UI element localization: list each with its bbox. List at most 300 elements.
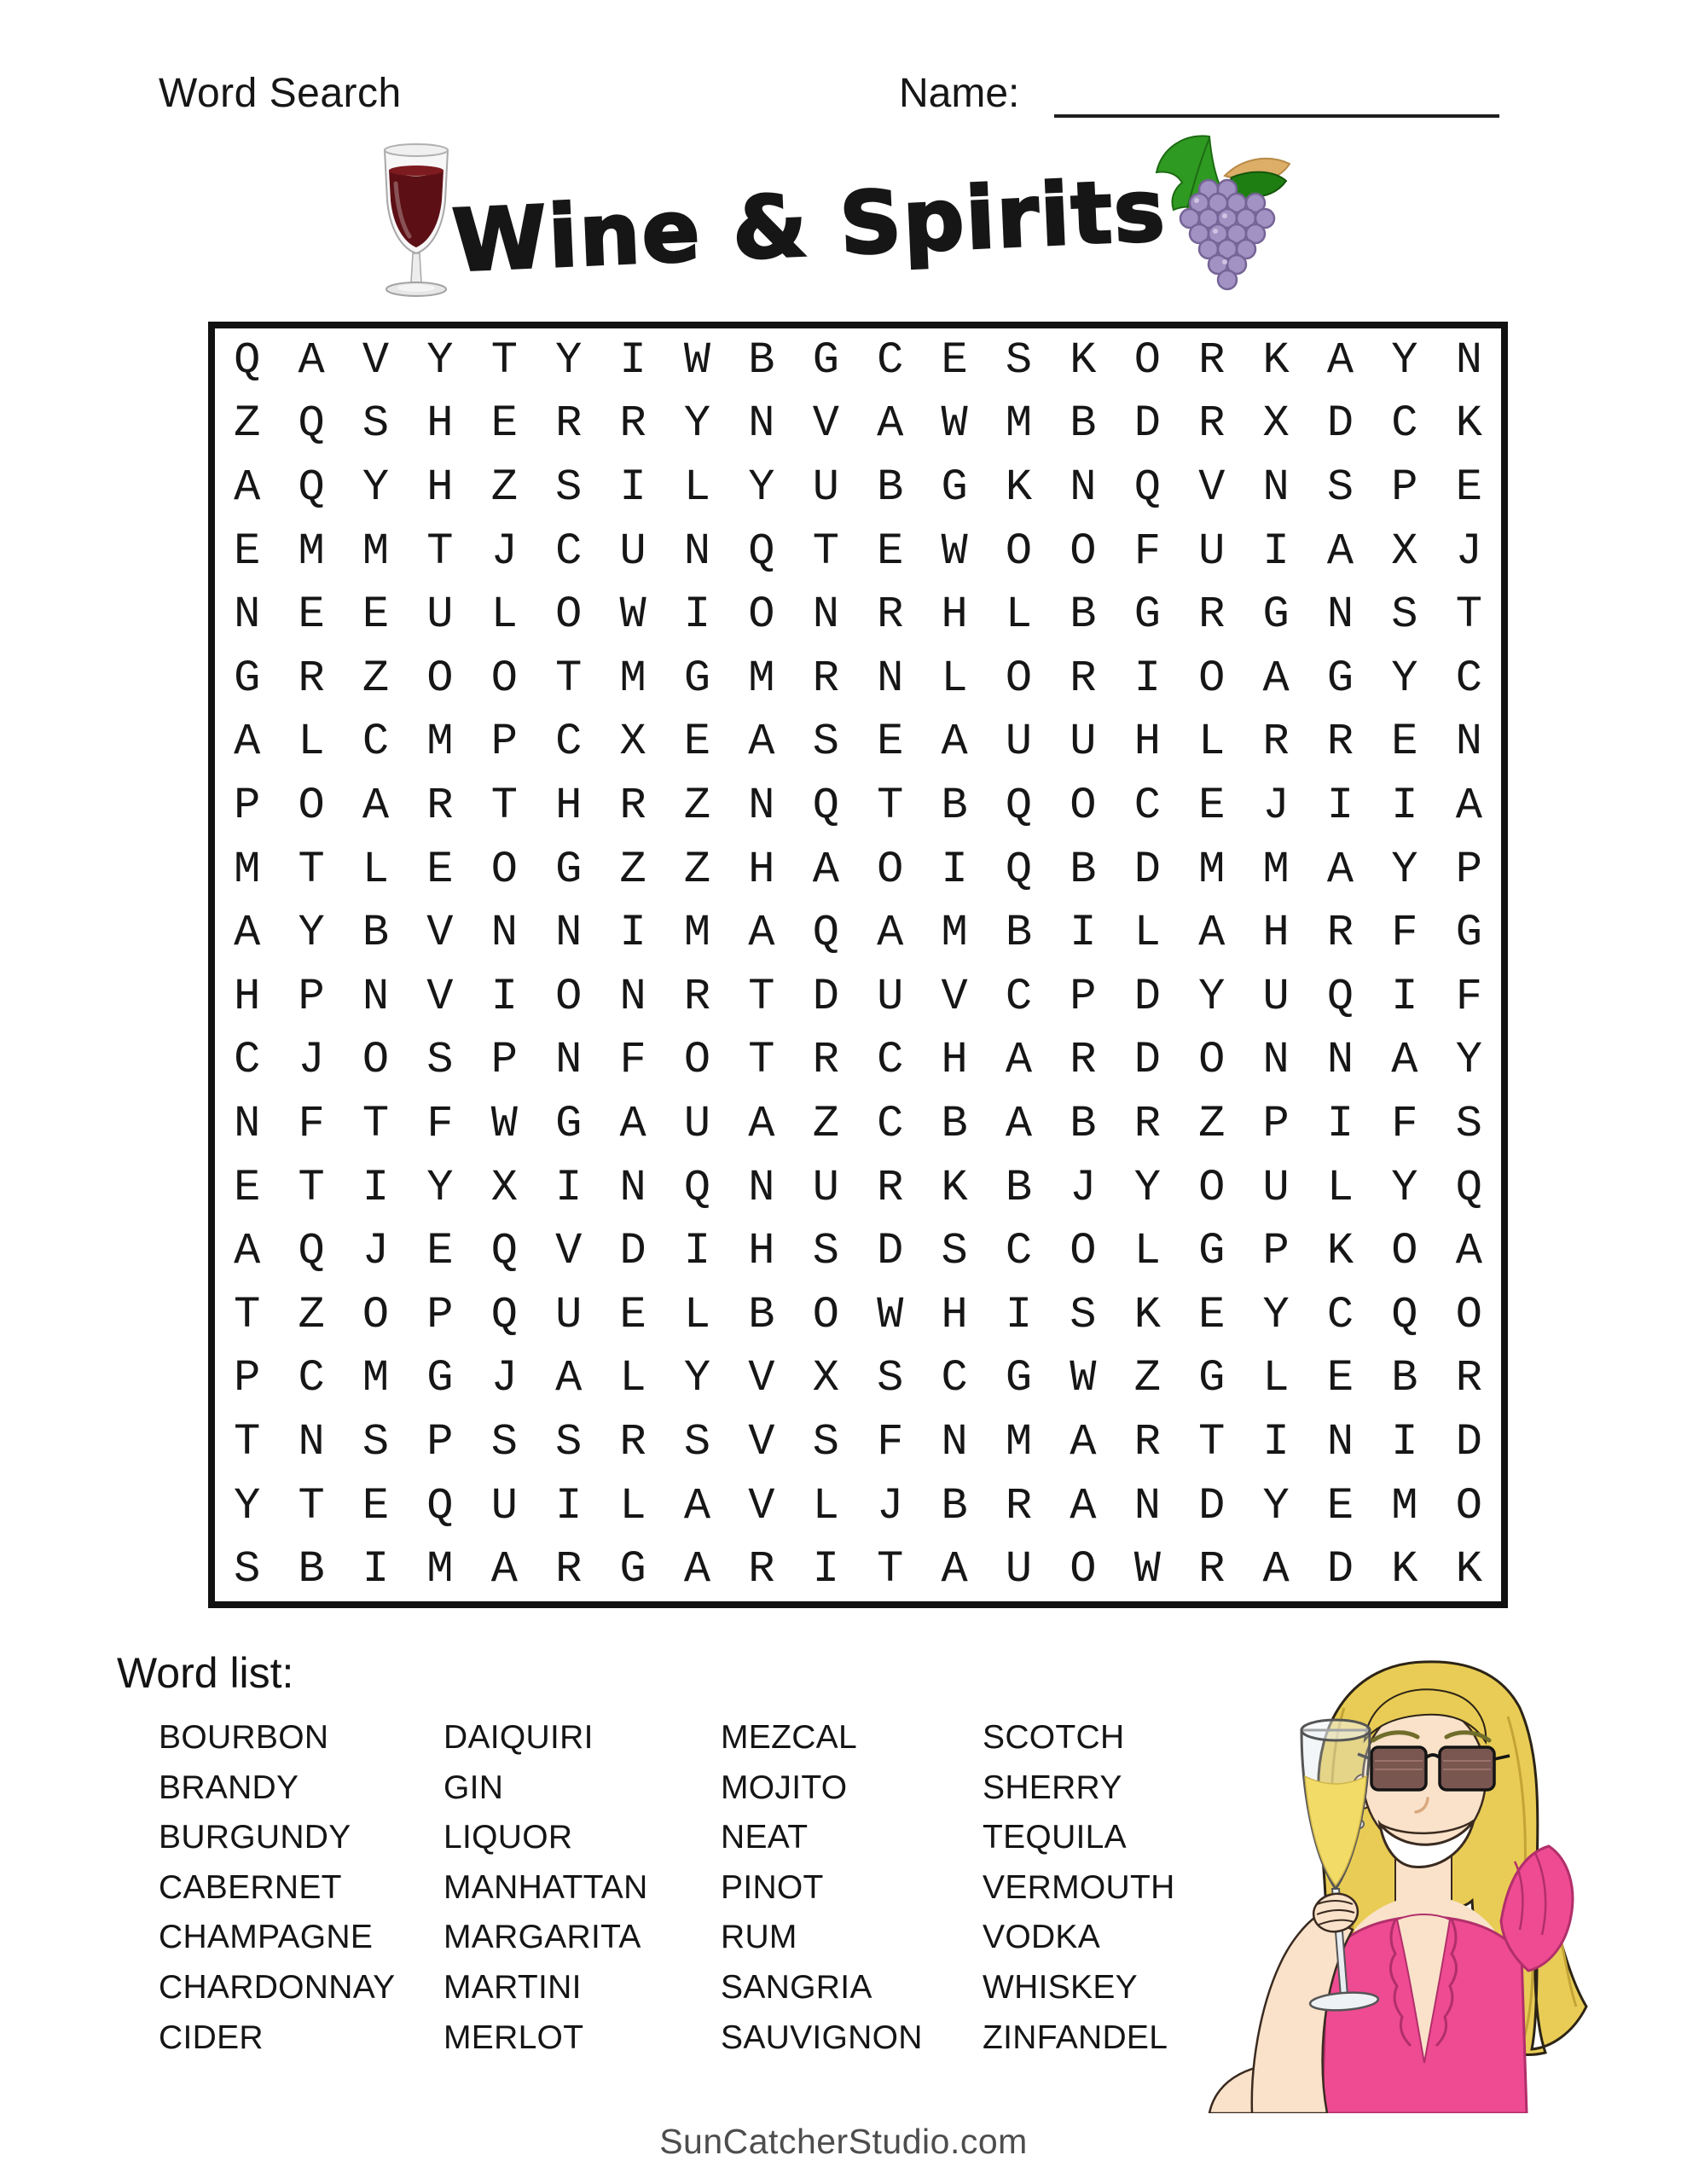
grid-letter: R: [619, 398, 646, 450]
grid-letter: S: [426, 1035, 454, 1086]
grid-letter: T: [555, 653, 583, 704]
grapes-icon: [1150, 130, 1299, 300]
grid-letter: E: [1198, 1289, 1226, 1340]
grid-letter: O: [1455, 1480, 1482, 1531]
word-list-item: CABERNET: [159, 1868, 342, 1906]
grid-letter: E: [234, 1162, 261, 1213]
grid-letter: A: [1262, 1544, 1290, 1595]
grid-letter: I: [362, 1544, 390, 1595]
grid-letter: Q: [1391, 1289, 1418, 1340]
grid-letter: M: [298, 526, 325, 577]
word-list-item: BOURBON: [159, 1719, 329, 1756]
grid-letter: Q: [426, 1480, 454, 1531]
grid-letter: R: [1133, 1098, 1161, 1149]
grid-letter: N: [1326, 1035, 1354, 1086]
grid-letter: T: [877, 780, 904, 831]
word-list-item: VODKA: [983, 1919, 1101, 1956]
grid-letter: Q: [683, 1162, 711, 1213]
grid-letter: A: [1005, 1098, 1033, 1149]
grid-letter: G: [555, 1098, 583, 1149]
grid-letter: A: [619, 1098, 646, 1149]
grid-letter: A: [941, 1544, 968, 1595]
grid-letter: Y: [426, 334, 454, 386]
grid-letter: C: [555, 717, 583, 768]
grid-letter: M: [748, 653, 775, 704]
word-list-item: SANGRIA: [721, 1968, 872, 2006]
grid-letter: Y: [1262, 1289, 1290, 1340]
grid-letter: J: [298, 1035, 325, 1086]
grid-letter: Y: [1262, 1480, 1290, 1531]
word-list-item: BRANDY: [159, 1769, 299, 1806]
grid-letter: T: [298, 1162, 325, 1213]
grid-letter: O: [1005, 526, 1033, 577]
grid-letter: W: [490, 1098, 518, 1149]
grid-letter: U: [1198, 526, 1226, 577]
grid-letter: Q: [812, 780, 839, 831]
grid-letter: R: [1005, 1480, 1033, 1531]
grid-letter: O: [1198, 1035, 1226, 1086]
word-search-grid: [208, 322, 1508, 1608]
grid-letter: S: [362, 398, 390, 450]
grid-letter: G: [555, 844, 583, 895]
grid-letter: H: [426, 462, 454, 513]
grid-letter: S: [1326, 462, 1354, 513]
grid-letter: S: [1070, 1289, 1097, 1340]
grid-letter: L: [619, 1480, 646, 1531]
grid-letter: G: [683, 653, 711, 704]
grid-letter: Z: [362, 653, 390, 704]
grid-letter: V: [426, 971, 454, 1022]
grid-letter: N: [1262, 462, 1290, 513]
grid-letter: T: [298, 844, 325, 895]
grid-letter: W: [941, 398, 968, 450]
grid-letter: I: [619, 908, 646, 959]
grid-letter: T: [234, 1416, 261, 1467]
grid-letter: M: [1391, 1480, 1418, 1531]
grid-letter: C: [1133, 780, 1161, 831]
grid-letter: Y: [683, 1353, 711, 1404]
grid-letter: O: [1198, 1162, 1226, 1213]
grid-letter: V: [748, 1480, 775, 1531]
grid-letter: B: [1070, 398, 1097, 450]
grid-letter: Z: [490, 462, 518, 513]
grid-letter: C: [1005, 971, 1033, 1022]
word-list-item: ZINFANDEL: [983, 2018, 1168, 2056]
grid-letter: R: [1070, 1035, 1097, 1086]
grid-letter: A: [234, 462, 261, 513]
grid-letter: R: [812, 653, 839, 704]
grid-letter: K: [1133, 1289, 1161, 1340]
grid-letter: A: [1326, 526, 1354, 577]
grid-letter: T: [1198, 1416, 1226, 1467]
grid-letter: S: [1455, 1098, 1482, 1149]
grid-letter: T: [1455, 590, 1482, 641]
grid-letter: A: [748, 717, 775, 768]
grid-letter: G: [1005, 1353, 1033, 1404]
grid-letter: N: [555, 1035, 583, 1086]
grid-letter: T: [426, 526, 454, 577]
grid-letter: R: [1198, 334, 1226, 386]
grid-letter: S: [1391, 590, 1418, 641]
grid-letter: L: [298, 717, 325, 768]
grid-letter: I: [555, 1162, 583, 1213]
grid-letter: L: [1133, 908, 1161, 959]
grid-letter: A: [1070, 1480, 1097, 1531]
grid-letter: Z: [234, 398, 261, 450]
grid-letter: Y: [298, 908, 325, 959]
grid-letter: A: [490, 1544, 518, 1595]
grid-letter: F: [1391, 1098, 1418, 1149]
grid-letter: N: [1326, 1416, 1354, 1467]
grid-letter: P: [234, 780, 261, 831]
grid-letter: G: [1133, 590, 1161, 641]
grid-letter: N: [1455, 334, 1482, 386]
grid-letter: D: [1133, 1035, 1161, 1086]
grid-letter: L: [490, 590, 518, 641]
grid-letter: L: [683, 462, 711, 513]
grid-letter: A: [1455, 1226, 1482, 1277]
word-list-item: SHERRY: [983, 1769, 1122, 1806]
grid-letter: L: [1262, 1353, 1290, 1404]
grid-letter: O: [1133, 334, 1161, 386]
grid-letter: W: [619, 590, 646, 641]
grid-letter: Y: [1391, 334, 1418, 386]
grid-letter: M: [362, 526, 390, 577]
grid-letter: E: [426, 844, 454, 895]
grid-letter: B: [362, 908, 390, 959]
grid-letter: T: [812, 526, 839, 577]
grid-letter: E: [1326, 1480, 1354, 1531]
grid-letter: M: [1262, 844, 1290, 895]
grid-letter: N: [1133, 1480, 1161, 1531]
word-list-heading: Word list:: [117, 1649, 294, 1697]
grid-letter: I: [555, 1480, 583, 1531]
grid-letter: C: [362, 717, 390, 768]
grid-letter: A: [1455, 780, 1482, 831]
grid-letter: X: [812, 1353, 839, 1404]
grid-letter: S: [812, 717, 839, 768]
grid-letter: D: [1198, 1480, 1226, 1531]
grid-letter: U: [1262, 971, 1290, 1022]
grid-letter: O: [877, 844, 904, 895]
grid-letter: P: [1262, 1098, 1290, 1149]
grid-letter: L: [362, 844, 390, 895]
grid-letter: B: [941, 1098, 968, 1149]
grid-letter: A: [1005, 1035, 1033, 1086]
grid-letter: Z: [812, 1098, 839, 1149]
grid-letter: K: [941, 1162, 968, 1213]
grid-letter: C: [877, 1035, 904, 1086]
grid-letter: Q: [812, 908, 839, 959]
word-list-item: MERLOT: [443, 2018, 584, 2056]
grid-letter: I: [1326, 780, 1354, 831]
grid-letter: B: [941, 780, 968, 831]
grid-letter: H: [748, 1226, 775, 1277]
grid-letter: I: [1070, 908, 1097, 959]
grid-letter: M: [941, 908, 968, 959]
grid-letter: G: [1262, 590, 1290, 641]
grid-letter: D: [1326, 1544, 1354, 1595]
grid-letter: C: [234, 1035, 261, 1086]
grid-letter: V: [748, 1353, 775, 1404]
grid-letter: H: [748, 844, 775, 895]
grid-letter: S: [812, 1416, 839, 1467]
grid-letter: K: [1455, 1544, 1482, 1595]
grid-letter: T: [234, 1289, 261, 1340]
grid-letter: Q: [748, 526, 775, 577]
grid-letter: H: [1133, 717, 1161, 768]
word-list-item: MOJITO: [721, 1769, 848, 1806]
grid-letter: C: [877, 334, 904, 386]
grid-letter: T: [298, 1480, 325, 1531]
grid-letter: N: [748, 780, 775, 831]
grid-letter: C: [1326, 1289, 1354, 1340]
word-list-item: MEZCAL: [721, 1719, 857, 1756]
grid-letter: C: [877, 1098, 904, 1149]
grid-letter: A: [812, 844, 839, 895]
grid-letter: B: [1005, 1162, 1033, 1213]
grid-letter: P: [1391, 462, 1418, 513]
grid-letter: A: [1262, 653, 1290, 704]
word-list-item: RUM: [721, 1919, 797, 1956]
grid-letter: R: [877, 1162, 904, 1213]
grid-letter: Q: [298, 1226, 325, 1277]
grid-letter: I: [1262, 526, 1290, 577]
grid-letter: N: [683, 526, 711, 577]
grid-letter: S: [941, 1226, 968, 1277]
grid-letter: J: [1455, 526, 1482, 577]
grid-letter: Q: [298, 398, 325, 450]
word-list-item: LIQUOR: [443, 1819, 573, 1856]
grid-letter: I: [1262, 1416, 1290, 1467]
grid-letter: V: [1198, 462, 1226, 513]
grid-letter: I: [1326, 1098, 1354, 1149]
grid-letter: X: [619, 717, 646, 768]
word-list-item: CHAMPAGNE: [159, 1919, 374, 1956]
grid-letter: Q: [1326, 971, 1354, 1022]
grid-letter: V: [426, 908, 454, 959]
word-list-item: BURGUNDY: [159, 1819, 351, 1856]
word-list-item: MARTINI: [443, 1968, 582, 2006]
word-list-item: PINOT: [721, 1868, 824, 1906]
grid-letter: H: [1262, 908, 1290, 959]
grid-letter: G: [619, 1544, 646, 1595]
grid-letter: M: [1198, 844, 1226, 895]
grid-letter: U: [1070, 717, 1097, 768]
grid-letter: S: [234, 1544, 261, 1595]
grid-letter: U: [812, 1162, 839, 1213]
grid-letter: E: [1391, 717, 1418, 768]
grid-letter: R: [1133, 1416, 1161, 1467]
grid-letter: A: [941, 717, 968, 768]
grid-letter: Q: [490, 1226, 518, 1277]
word-list-item: SCOTCH: [983, 1719, 1125, 1756]
grid-letter: R: [1198, 398, 1226, 450]
grid-letter: U: [1262, 1162, 1290, 1213]
word-list-item: GIN: [443, 1769, 504, 1806]
word-list-item: CHARDONNAY: [159, 1968, 396, 2006]
grid-letter: I: [1391, 1416, 1418, 1467]
grid-letter: F: [298, 1098, 325, 1149]
grid-letter: R: [1326, 908, 1354, 959]
grid-letter: V: [362, 334, 390, 386]
grid-letter: R: [1198, 1544, 1226, 1595]
grid-letter: J: [1262, 780, 1290, 831]
grid-letter: L: [1005, 590, 1033, 641]
grid-letter: E: [362, 1480, 390, 1531]
grid-letter: D: [1326, 398, 1354, 450]
grid-letter: Z: [1133, 1353, 1161, 1404]
grid-letter: L: [812, 1480, 839, 1531]
grid-letter: V: [555, 1226, 583, 1277]
grid-letter: T: [490, 780, 518, 831]
grid-letter: F: [1455, 971, 1482, 1022]
grid-letter: Y: [555, 334, 583, 386]
word-list-item: MANHATTAN: [443, 1868, 648, 1906]
grid-letter: C: [298, 1353, 325, 1404]
grid-letter: Z: [1198, 1098, 1226, 1149]
grid-letter: L: [941, 653, 968, 704]
grid-letter: F: [1391, 908, 1418, 959]
grid-letter: N: [748, 398, 775, 450]
grid-letter: A: [748, 908, 775, 959]
grid-letter: R: [619, 1416, 646, 1467]
grid-letter: A: [555, 1353, 583, 1404]
grid-letter: H: [941, 1289, 968, 1340]
grid-letter: R: [1455, 1353, 1482, 1404]
grid-letter: G: [1455, 908, 1482, 959]
grid-letter: P: [234, 1353, 261, 1404]
grid-letter: T: [748, 1035, 775, 1086]
grid-letter: R: [877, 590, 904, 641]
grid-letter: P: [1070, 971, 1097, 1022]
grid-letter: D: [1133, 844, 1161, 895]
grid-letter: H: [941, 1035, 968, 1086]
grid-letter: S: [812, 1226, 839, 1277]
grid-letter: A: [877, 398, 904, 450]
grid-letter: Q: [490, 1289, 518, 1340]
grid-letter: B: [1070, 1098, 1097, 1149]
grid-letter: Q: [1133, 462, 1161, 513]
grid-letter: O: [362, 1289, 390, 1340]
grid-letter: M: [426, 1544, 454, 1595]
grid-letter: M: [1005, 398, 1033, 450]
grid-letter: S: [555, 1416, 583, 1467]
grid-letter: K: [1391, 1544, 1418, 1595]
grid-letter: C: [941, 1353, 968, 1404]
grid-letter: O: [490, 653, 518, 704]
grid-letter: P: [490, 717, 518, 768]
grid-letter: O: [1070, 780, 1097, 831]
grid-letter: A: [1198, 908, 1226, 959]
woman-with-wine-illustration: [1201, 1648, 1602, 2113]
grid-letter: N: [234, 590, 261, 641]
grid-letter: E: [490, 398, 518, 450]
grid-letter: L: [683, 1289, 711, 1340]
grid-letter: U: [490, 1480, 518, 1531]
grid-letter: A: [748, 1098, 775, 1149]
grid-letter: E: [877, 717, 904, 768]
grid-letter: Y: [426, 1162, 454, 1213]
grid-letter: A: [877, 908, 904, 959]
grid-letter: R: [298, 653, 325, 704]
grid-letter: B: [1070, 590, 1097, 641]
grid-letter: I: [1133, 653, 1161, 704]
grid-letter: O: [1005, 653, 1033, 704]
word-list-item: MARGARITA: [443, 1919, 641, 1956]
grid-letter: E: [619, 1289, 646, 1340]
grid-letter: N: [298, 1416, 325, 1467]
grape-cluster: [1180, 180, 1274, 289]
grid-letter: M: [619, 653, 646, 704]
grid-letter: A: [1391, 1035, 1418, 1086]
grid-letter: D: [812, 971, 839, 1022]
grid-letter: R: [1070, 653, 1097, 704]
grid-letter: D: [1455, 1416, 1482, 1467]
grid-letter: I: [941, 844, 968, 895]
grid-letter: D: [1133, 971, 1161, 1022]
grid-letter: U: [426, 590, 454, 641]
grid-letter: R: [1198, 590, 1226, 641]
grid-letter: C: [1455, 653, 1482, 704]
grid-letter: S: [877, 1353, 904, 1404]
grid-letter: G: [1198, 1353, 1226, 1404]
grid-letter: Z: [683, 844, 711, 895]
grid-letter: T: [877, 1544, 904, 1595]
grid-letter: Y: [748, 462, 775, 513]
grid-letter: Q: [1005, 844, 1033, 895]
grid-letter: N: [1326, 590, 1354, 641]
grid-letter: N: [619, 1162, 646, 1213]
grid-letter: C: [555, 526, 583, 577]
grid-letter: R: [812, 1035, 839, 1086]
word-list-item: VERMOUTH: [983, 1868, 1175, 1906]
word-list-column: [159, 1713, 395, 2063]
grid-letter: N: [812, 590, 839, 641]
grid-letter: W: [941, 526, 968, 577]
grid-letter: N: [555, 908, 583, 959]
grid-letter: B: [941, 1480, 968, 1531]
grid-letter: N: [1070, 462, 1097, 513]
grid-letter: P: [426, 1416, 454, 1467]
grid-letter: R: [1262, 717, 1290, 768]
grid-letter: W: [683, 334, 711, 386]
grid-letter: X: [490, 1162, 518, 1213]
grid-letter: T: [362, 1098, 390, 1149]
grid-letter: O: [1198, 653, 1226, 704]
grid-letter: T: [748, 971, 775, 1022]
grid-letter: L: [1198, 717, 1226, 768]
grid-letter: G: [812, 334, 839, 386]
grid-letter: F: [619, 1035, 646, 1086]
word-list-item: DAIQUIRI: [443, 1719, 594, 1756]
word-list-item: NEAT: [721, 1819, 809, 1856]
grid-letter: H: [426, 398, 454, 450]
page-title: Word Search: [159, 71, 402, 116]
grid-letter: A: [234, 717, 261, 768]
word-list-item: WHISKEY: [983, 1968, 1138, 2006]
word-list-column: [443, 1713, 648, 2063]
grid-letter: O: [812, 1289, 839, 1340]
grid-letter: N: [619, 971, 646, 1022]
grid-letter: B: [298, 1544, 325, 1595]
grid-letter: R: [426, 780, 454, 831]
grid-letter: H: [234, 971, 261, 1022]
grid-letter: J: [1070, 1162, 1097, 1213]
grid-letter: R: [683, 971, 711, 1022]
grid-letter: O: [1070, 1544, 1097, 1595]
grid-letter: U: [877, 971, 904, 1022]
